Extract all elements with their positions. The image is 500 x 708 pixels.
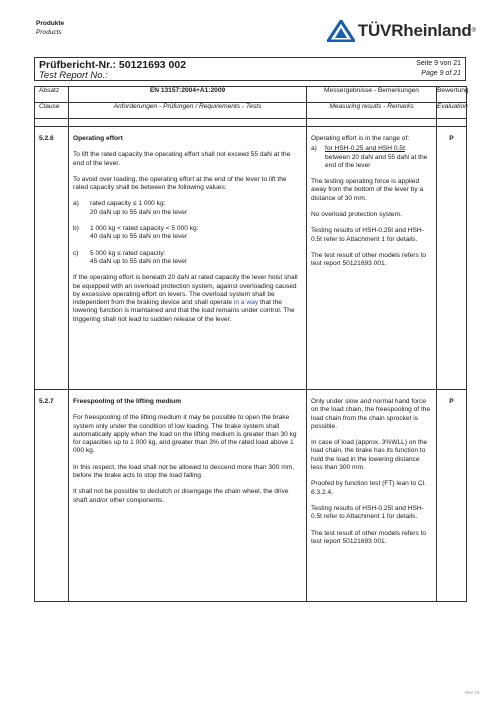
- requirement-heading: Freespooling of the lifting medium: [73, 398, 182, 405]
- clause-number: 5.2.6: [35, 127, 69, 390]
- result-paragraph: Proofed by function test (FT) lean to Cl. 6.3.2.4.: [311, 480, 427, 496]
- col-header-measuring: Measuring results - Remarks: [307, 103, 437, 119]
- requirement-heading: Operating effort: [73, 135, 123, 142]
- table-row: [35, 390, 467, 602]
- col-header-absatz: Absatz: [35, 87, 69, 103]
- result-paragraph: Testing results of HSH-0.25t and HSH-0.5t refer to Attachment 1 for details.: [311, 504, 424, 521]
- page-number-en: Page 9 of 21: [421, 70, 461, 77]
- table-header-row-en: [35, 103, 467, 119]
- list-marker: b): [73, 225, 79, 233]
- report-number-box: [34, 57, 466, 81]
- products-label-de: Produkte: [36, 20, 65, 27]
- list-text: 40 daN up to 55 daN on the lever: [90, 233, 188, 241]
- page-number-de: Seite 9 von 21: [416, 60, 461, 67]
- evaluation-cell: P: [437, 127, 467, 390]
- page-header: [36, 20, 476, 50]
- result-paragraph: Operating effort is in the range of:: [311, 135, 410, 142]
- result-paragraph: Testing results of HSH-0.25t and HSH-0.5t refer to Attachment 1 for details.: [311, 227, 424, 243]
- list-item: [73, 225, 300, 242]
- list-text: 5 000 kg ≤ rated capacity:: [90, 249, 166, 257]
- table-header-row-de: [35, 87, 467, 103]
- underlined-text: for HSH-0.25 and HSH 0.5t: [325, 145, 405, 153]
- requirement-paragraph: To lift the rated capacity the operating effort shall not exceed 55 daN at the end of the lever.: [73, 151, 291, 167]
- requirement-paragraph: If the operating effort is beneath 20 daN at rated capacity the lever hoist shall be equipped with an overload protection system, against overloading caused by excessive operating effort on levers. The overload system shall be independent from the braking device and shall operate in a way that the lowering function is maintained and that the load remains under control. The triggering shall not lead to sudden release of the lever.: [73, 274, 298, 323]
- result-list-item: a) for HSH-0.25 and HSH 0.5t: between 20 daN and 55 daN at the end of the lever: [311, 145, 428, 169]
- requirement-paragraph: In this respect, the load shall not be allowed to descend more than 300 mm, before the brake acts to stop the load falling.: [73, 463, 295, 480]
- test-results-table: [34, 86, 467, 602]
- col-header-messergebnisse: Messergebnisse - Bemerkungen: [307, 87, 437, 103]
- result-paragraph: The test result of other models refers to test report 50121693 001.: [311, 529, 427, 545]
- result-paragraph: The test result of other models refers to test report 50121693 001.: [311, 251, 427, 268]
- logo-text: TÜVRheinland: [357, 21, 472, 40]
- result-paragraph: In case of load (approx. 3%WLL) on the load chain, the brake has its function to hold the load in the lowering distance less than 300 mm.: [311, 439, 428, 472]
- result-paragraph: The testing operating force is applied away from the bottom of the lever by a distance of 30 mm.: [311, 178, 424, 202]
- requirements-cell: [69, 390, 307, 602]
- requirement-paragraph: It shall not be possible to declutch or disengage the chain wheel, the drive shaft and/or other components.: [73, 488, 289, 504]
- table-row: [35, 127, 467, 390]
- registered-mark: ®: [471, 28, 476, 34]
- list-item: [73, 250, 300, 267]
- col-header-clause: Clause: [35, 103, 69, 119]
- requirements-cell: [69, 127, 307, 390]
- report-subtitle: Test Report No.:: [39, 70, 108, 81]
- col-header-requirements: Anforderungen - Prüfungen / Requirements - Tests: [69, 103, 307, 119]
- col-header-bewertung: Bewertung: [437, 87, 467, 103]
- list-marker: a): [311, 145, 317, 153]
- requirement-paragraph: To avoid over loading, the operating effort at the end of the lever to lift the rated capacity shall be between the following values:: [73, 175, 287, 192]
- products-label-en: Products: [36, 29, 62, 36]
- spacer-row: [35, 119, 467, 127]
- results-cell: [307, 390, 437, 602]
- list-text: 20 daN up to 55 daN on the lever: [90, 208, 188, 216]
- results-cell: [307, 127, 437, 390]
- result-paragraph: Only under slow and normal hand force on the load chain, the freespooling of the load chain from the chain sprocket is possible.: [311, 398, 431, 430]
- list-marker: a): [73, 200, 79, 208]
- revision-label: Rev. 01: [464, 690, 480, 695]
- report-title: Prüfbericht-Nr.: 50121693 002: [39, 59, 187, 71]
- evaluation-cell: P: [437, 390, 467, 602]
- list-text: 1 000 kg < rated capacity < 5 000 kg:: [90, 225, 199, 233]
- list-text: rated capacity ≤ 1 000 kg:: [90, 200, 166, 208]
- tuv-rheinland-logo: [327, 20, 476, 42]
- requirement-paragraph: For freespooling of the lifting medium it may be possible to open the brake system only under the condition of low loading. The brake system shall automatically apply when the load on the lifting medium is greater than 30 kg for capacities up to 1 000 kg, and greater than 3% of the rated load above 1 000 kg.: [73, 414, 297, 455]
- highlighted-text: in a way: [233, 299, 259, 307]
- col-header-evaluation: Evaluation: [437, 103, 467, 119]
- triangle-logo-icon: [327, 20, 355, 42]
- list-text: 45 daN up to 55 daN on the lever: [90, 257, 188, 265]
- clause-number: 5.2.7: [35, 390, 69, 602]
- col-header-standard: EN 13157:2004+A1:2009: [69, 87, 307, 103]
- result-paragraph: No overload protection system.: [311, 211, 402, 219]
- list-item: [73, 200, 300, 217]
- list-marker: c): [73, 249, 79, 257]
